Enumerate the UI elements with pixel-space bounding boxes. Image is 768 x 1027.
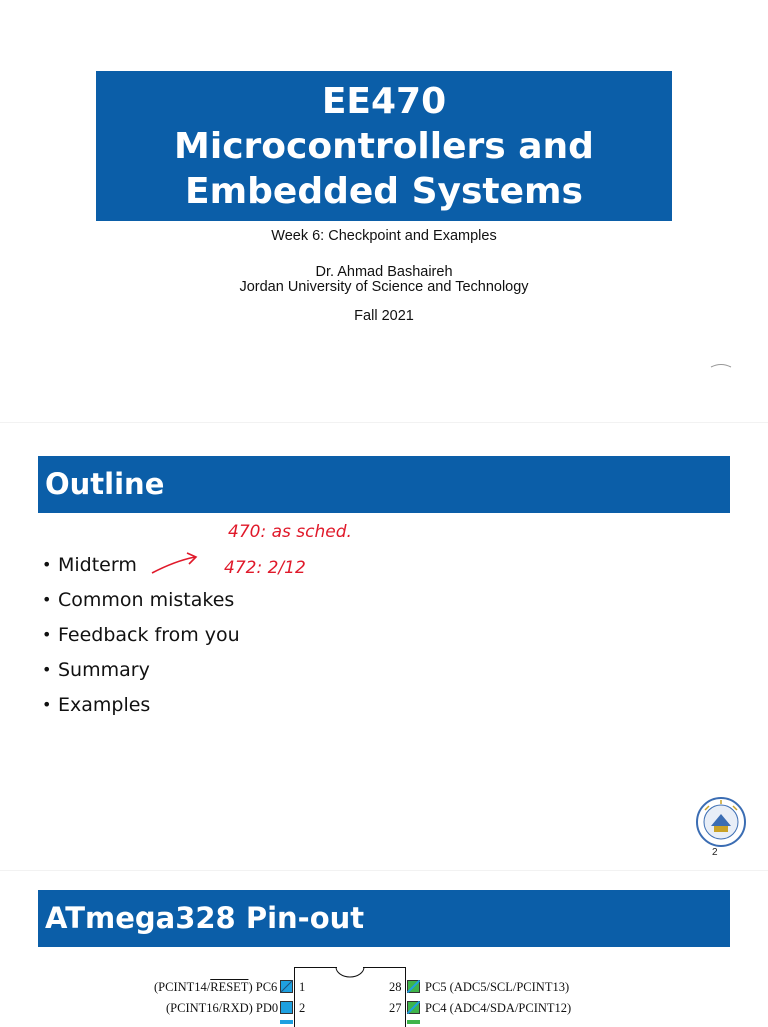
chip-edge [294, 967, 295, 1027]
pin-2-marker-icon [280, 1001, 293, 1014]
bullet-icon: • [42, 555, 52, 574]
chip-notch-icon [335, 962, 365, 978]
list-item: • Summary [42, 659, 150, 681]
pin-28-marker-icon [407, 980, 420, 993]
chip-edge [363, 967, 405, 968]
title-banner [96, 71, 672, 221]
chip-edge [294, 967, 337, 968]
page-number: 2 [712, 847, 718, 858]
title-slide [0, 0, 768, 420]
outline-heading: Outline [38, 456, 730, 513]
pin-28-label: PC5 (ADC5/SCL/PCINT13) [425, 980, 570, 994]
pin-27-marker-icon [407, 1001, 420, 1014]
annotation-line1: 470: as sched. [228, 522, 352, 542]
slide-divider [0, 870, 768, 871]
pin-27-label: PC4 (ADC4/SDA/PCINT12) [425, 1001, 572, 1015]
pinout-heading: ATmega328 Pin-out [38, 890, 730, 947]
course-title-line2: Embedded Systems [185, 170, 583, 212]
pin-27-number: 27 [389, 1001, 402, 1015]
pin-1-marker-icon [280, 980, 293, 993]
list-item: • Feedback from you [42, 624, 240, 646]
week-subtitle: Week 6: Checkpoint and Examples [271, 228, 497, 244]
pin-2-label: (PCINT16/RXD) PD0 [166, 1001, 279, 1015]
pin-28-number: 28 [389, 980, 402, 994]
university-name: Jordan University of Science and Technology [239, 279, 529, 295]
bullet-icon: • [42, 695, 52, 714]
pin-2-number: 2 [299, 1001, 306, 1015]
pin-1-label: (PCINT14/RESET) PC6 [154, 980, 278, 994]
course-code: EE470 [321, 80, 447, 122]
annotation-line2: 472: 2/12 [224, 558, 306, 578]
pin-1-number: 1 [299, 980, 306, 994]
handwritten-annotation [140, 515, 360, 585]
university-seal-icon [695, 796, 747, 848]
pin-3-marker-partial [280, 1020, 293, 1024]
pin-26-marker-partial [407, 1020, 420, 1024]
term: Fall 2021 [354, 308, 414, 324]
course-title-line1: Microcontrollers and [174, 125, 594, 167]
list-item: • Examples [42, 694, 151, 716]
author-name: Dr. Ahmad Bashaireh [315, 264, 453, 280]
bullet-icon: • [42, 590, 52, 609]
list-item: • Midterm [42, 554, 137, 576]
bullet-icon: • [42, 660, 52, 679]
list-item: • Common mistakes [42, 589, 235, 611]
bullet-icon: • [42, 625, 52, 644]
logo-mark-icon [710, 362, 732, 368]
chip-edge [405, 967, 406, 1027]
slide-divider [0, 422, 768, 423]
